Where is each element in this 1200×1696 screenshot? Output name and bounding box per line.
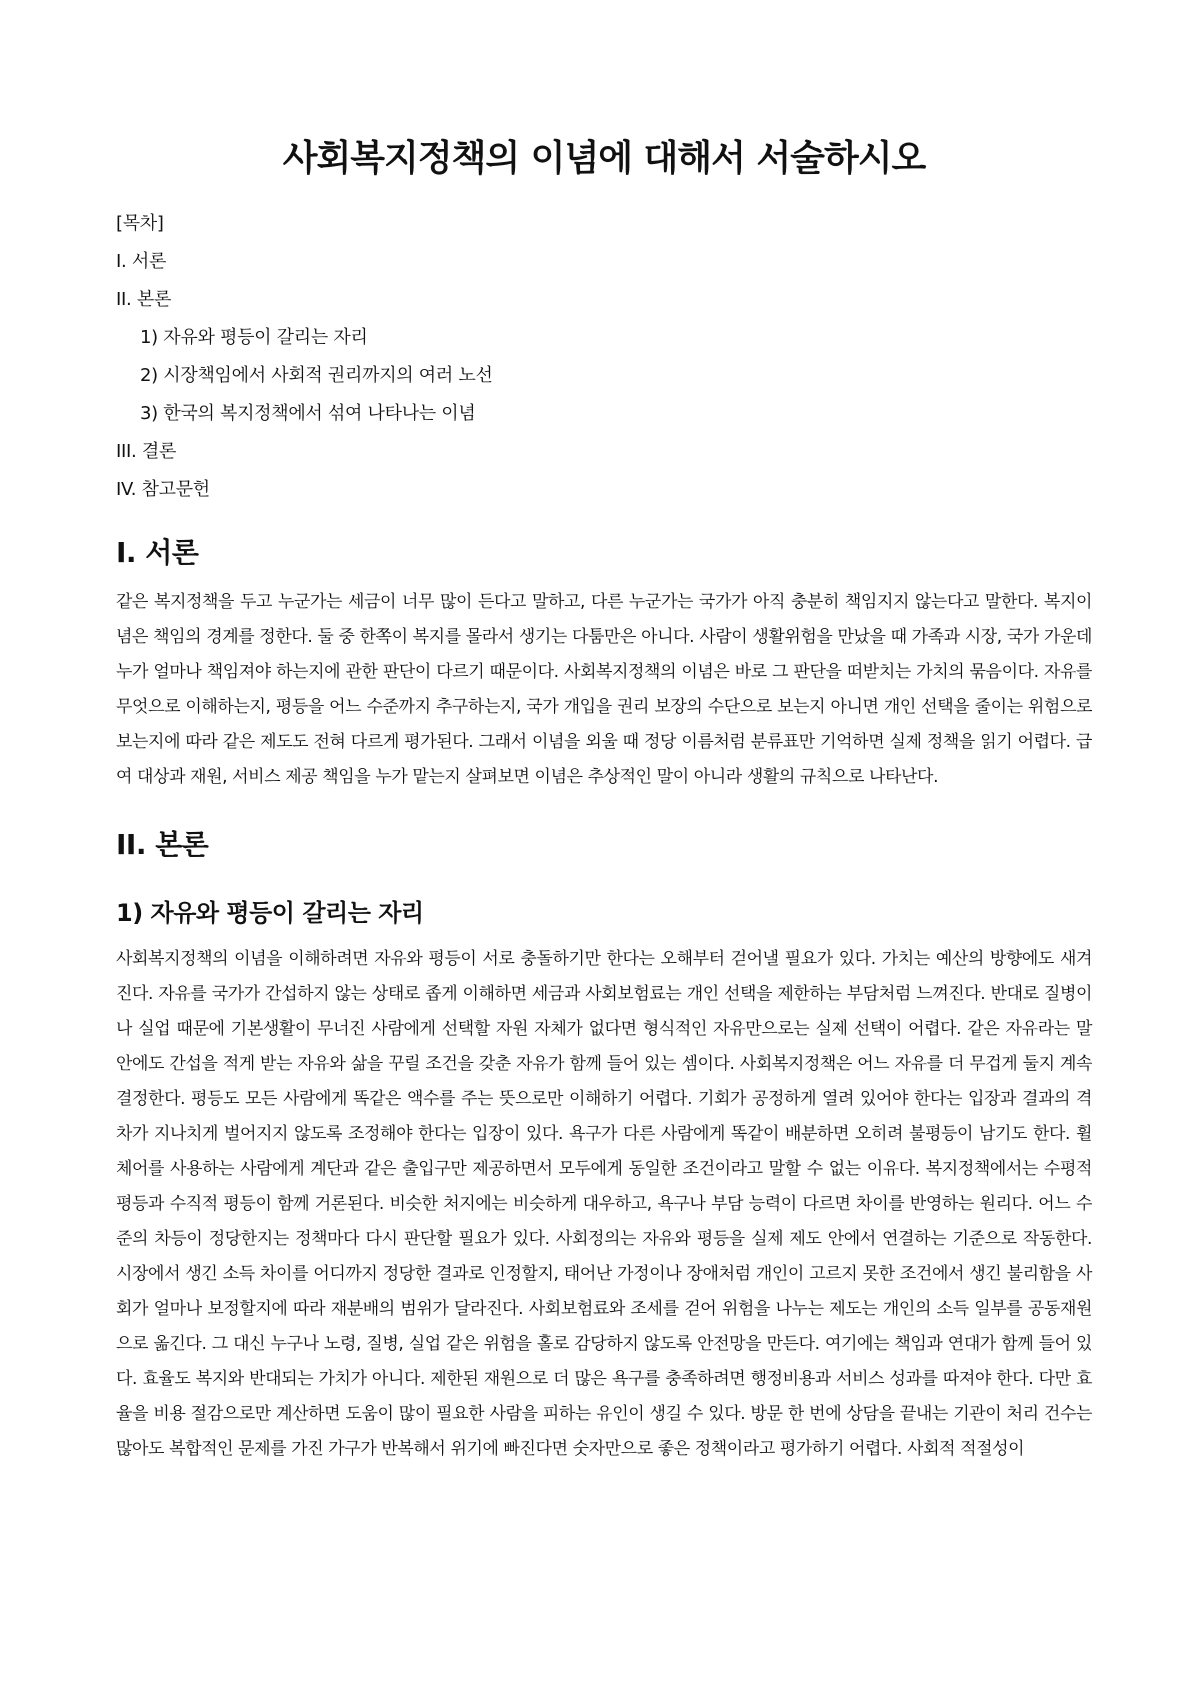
section-heading-body: II. 본론 bbox=[116, 828, 209, 861]
introduction-paragraph: 같은 복지정책을 두고 누군가는 세금이 너무 많이 든다고 말하고, 다른 누군가는 국가가 아직 충분히 책임지지 않는다고 말한다. 복지이념은 책임의 경계를 정한다. 둘 중 한쪽이 복지를 몰라서 생기는 다툼만은 아니다. 사람이 생활위험을 만났을 때 가족과 시장, 국가 가운데 누가 얼마나 책임져야 하는지에 관한 판단이 다르기 때문이다. 사회복지정책의 이념은 바로 그 판단을 떠받치는 가치의 묶음이다. 자유를 무엇으로 이해하는지, 평등을 어느 수준까지 추구하는지, 국가 개입을 권리 보장의 수단으로 보는지 아니면 개인 선택을 줄이는 위험으로 보는지에 따라 같은 제도도 전혀 다르게 평가된다. 그래서 이념을 외울 때 정당 이름처럼 분류표만 기억하면 실제 정책을 읽기 어렵다. 급여 대상과 재원, 서비스 제공 책임을 누가 맡는지 살펴보면 이념은 추상적인 말이 아니라 생활의 규칙으로 나타난다. bbox=[116, 592, 1092, 787]
toc-item: 3) 한국의 복지정책에서 섞여 나타나는 이념 bbox=[140, 403, 476, 424]
section-heading-introduction: I. 서론 bbox=[116, 536, 199, 569]
toc-item: 2) 시장책임에서 사회적 권리까지의 여러 노선 bbox=[140, 365, 493, 386]
table-of-contents bbox=[116, 205, 1092, 509]
toc-item: II. 본론 bbox=[116, 289, 172, 310]
freedom-equality-paragraph: 사회복지정책의 이념을 이해하려면 자유와 평등이 서로 충돌하기만 한다는 오해부터 걷어낼 필요가 있다. 가치는 예산의 방향에도 새겨진다. 자유를 국가가 간섭하지 않는 상태로 좁게 이해하면 세금과 사회보험료는 개인 선택을 제한하는 부담처럼 느껴진다. 반대로 질병이나 실업 때문에 기본생활이 무너진 사람에게 선택할 자원 자체가 없다면 형식적인 자유만으로는 실제 선택이 어렵다. 같은 자유라는 말 안에도 간섭을 적게 받는 자유와 삶을 꾸릴 조건을 갖춘 자유가 함께 들어 있는 셈이다. 사회복지정책은 어느 자유를 더 무겁게 둘지 계속 결정한다. 평등도 모든 사람에게 똑같은 액수를 주는 뜻으로만 이해하기 어렵다. 기회가 공정하게 열려 있어야 한다는 입장과 결과의 격차가 지나치게 벌어지지 않도록 조정해야 한다는 입장이 있다. 욕구가 다른 사람에게 똑같이 배분하면 오히려 불평등이 남기도 한다. 휠체어를 사용하는 사람에게 계단과 같은 출입구만 제공하면서 모두에게 동일한 조건이라고 말할 수 없는 이유다. 복지정책에서는 수평적 평등과 수직적 평등이 함께 거론된다. 비슷한 처지에는 비슷하게 대우하고, 욕구나 부담 능력이 다르면 차이를 반영하는 원리다. 어느 수준의 차등이 정당한지는 정책마다 다시 판단할 필요가 있다. 사회정의는 자유와 평등을 실제 제도 안에서 연결하는 기준으로 작동한다. 시장에서 생긴 소득 차이를 어디까지 정당한 결과로 인정할지, 태어난 가정이나 장애처럼 개인이 고르지 못한 조건에서 생긴 불리함을 사회가 얼마나 보정할지에 따라 재분배의 범위가 달라진다. 사회보험료와 조세를 걷어 위험을 나누는 제도는 개인의 소득 일부를 공동재원으로 옮긴다. 그 대신 누구나 노령, 질병, 실업 같은 위험을 홀로 감당하지 않도록 안전망을 만든다. 여기에는 책임과 연대가 함께 들어 있다. 효율도 복지와 반대되는 가치가 아니다. 제한된 재원으로 더 많은 욕구를 충족하려면 행정비용과 서비스 성과를 따져야 한다. 다만 효율을 비용 절감으로만 계산하면 도움이 많이 필요한 사람을 피하는 유인이 생길 수 있다. 방문 한 번에 상담을 끝내는 기관이 처리 건수는 많아도 복합적인 문제를 가진 가구가 반복해서 위기에 빠진다면 숫자만으로 좋은 정책이라고 평가하기 어렵다. 사회적 적절성이 bbox=[116, 949, 1092, 1459]
document-title: 사회복지정책의 이념에 대해서 서술하시오 bbox=[282, 138, 926, 179]
subsection-heading-freedom-equality: 1) 자유와 평등이 갈리는 자리 bbox=[116, 899, 424, 927]
toc-item: III. 결론 bbox=[116, 441, 177, 462]
toc-item: IV. 참고문헌 bbox=[116, 479, 210, 500]
toc-item: 1) 자유와 평등이 갈리는 자리 bbox=[140, 327, 368, 348]
toc-heading: [목차] bbox=[116, 213, 164, 234]
toc-item: I. 서론 bbox=[116, 251, 167, 272]
